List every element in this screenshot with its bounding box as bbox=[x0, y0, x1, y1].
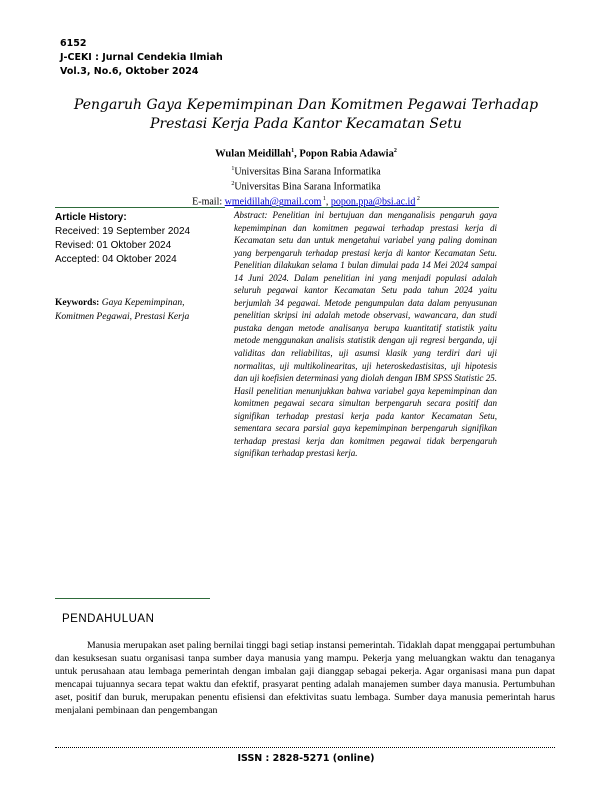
journal-header bbox=[60, 37, 223, 79]
keywords-label: Keywords: bbox=[55, 298, 100, 308]
section-heading: PENDAHULUAN bbox=[62, 613, 155, 625]
received-date: Received: 19 September 2024 bbox=[55, 226, 191, 237]
title-line-1: Pengaruh Gaya Kepemimpinan Dan Komitmen Pegawai Terhadap bbox=[73, 97, 539, 113]
affiliation-1-sup: 1 bbox=[231, 165, 235, 172]
article-info bbox=[55, 211, 225, 324]
divider-bottom-left bbox=[55, 598, 210, 599]
journal-name: J-CEKI : Jurnal Cendekia Ilmiah bbox=[60, 52, 223, 63]
author-names bbox=[40, 145, 572, 161]
affiliation-2-sup: 2 bbox=[231, 180, 235, 187]
author-1-sup: 1 bbox=[291, 148, 295, 154]
affiliation-2 bbox=[40, 178, 572, 193]
email-label: E-mail: bbox=[192, 196, 225, 208]
article-history-heading: Article History: bbox=[55, 212, 127, 223]
author-separator: , bbox=[294, 148, 300, 160]
divider-top-left bbox=[55, 207, 225, 208]
affiliation-2-text: Universitas Bina Sarana Informatika bbox=[234, 181, 381, 193]
email-separator: , bbox=[325, 196, 331, 208]
affiliation-1-text: Universitas Bina Sarana Informatika bbox=[234, 165, 381, 177]
revised-date: Revised: 01 Oktober 2024 bbox=[55, 240, 172, 251]
keywords-text: Gaya Kepemimpinan, Komitmen Pegawai, Prestasi Kerja bbox=[55, 298, 190, 322]
paper-title bbox=[40, 96, 572, 134]
issn-footer: ISSN : 2828-5271 (online) bbox=[237, 753, 375, 764]
author-1: Wulan Meidillah bbox=[215, 148, 292, 160]
abstract: Abstract: Penelitian ini bertujuan dan menganalisis pengaruh gaya kepemimpinan dan komitmen pegawai terhadap prestasi kerja di Kecamatan setu dan untuk mengetahui variabel yang paling dominan yang berpengaruh terhadap prestasi kerja di kantor Kecamatan Setu. Penelitian dilakukan selama 1 bulan dimulai pada 14 Mei 2024 sampai 14 Juni 2024. Dalam penelitian ini yang menjadi populasi adalah seluruh pegawai kantor Kecamatan Setu pada tahun 2024 yaitu berjumlah 34 pegawai. Metode pengumpulan data dalam penyusunan penelitian skripsi ini adalah metode observasi, wawancara, dan studi pustaka dengan metode analisanya berupa kuantitatif statistik yaitu metode menggunakan analisis statistik dengan uji regresi berganda, uji validitas dan reliabilitas, uji asumsi klasik yang terdiri dari uji normalitas, uji multikolinearitas, uji heteroskedastisitas, uji hipotesis dan uji koefisien determinasi yang diolah dengan IBM SPSS Statistic 25. Hasil penelitian menunjukkan bahwa variabel gaya kepemimpinan dan komitmen pegawai secara simultan berpengaruh secara positif dan signifikan terhadap prestasi kerja pada kantor Kecamatan Setu, sementara secara parsial gaya kepemimpinan berpengaruh signifikan terhadap prestasi kerja dan komitmen pegawai tidak berpengaruh signifikan terhadap prestasi kerja. bbox=[234, 210, 497, 459]
title-line-2: Prestasi Kerja Pada Kantor Kecamatan Setu bbox=[150, 116, 462, 132]
author-block bbox=[40, 145, 572, 208]
intro-paragraph: Manusia merupakan aset paling bernilai tinggi bagi setiap instansi pemerintah. Tidaklah dapat menggapai pertumbuhan dan kesuksesan suatu organisasi tanpa sumber daya manusia yang mampu. Pekerja yang meluangkan waktu dan tenaganya untuk perusahaan atau lembaga pemerintah dengan imbalan gaji dianggap sebagai pekerja. Agar organisasi mana pun dapat mencapai tujuannya secara tepat waktu dan efektif, prasyarat penting adalah manajemen sumber daya manusia. Pertumbuhan aset, positif dan buruk, merupakan penentu efisiensi dan efektivitas suatu lembaga. Sumber daya manusia pemerintah harus menjalani pembinaan dan pengembangan bbox=[55, 640, 555, 716]
email-link-2[interactable]: popon.ppa@bsi.ac.id bbox=[330, 196, 416, 208]
author-2: Popon Rabia Adawia bbox=[299, 148, 394, 160]
affiliation-1 bbox=[40, 163, 572, 178]
body-text bbox=[55, 640, 555, 717]
page-number: 6152 bbox=[60, 38, 87, 49]
email-2-sup: 2 bbox=[415, 196, 420, 203]
divider-top-right bbox=[234, 207, 499, 208]
journal-volume: Vol.3, No.6, Oktober 2024 bbox=[60, 66, 199, 77]
email-1-sup: 1 bbox=[321, 196, 326, 203]
keywords bbox=[55, 297, 225, 324]
footer-dotted-rule bbox=[55, 747, 555, 748]
author-2-sup: 2 bbox=[393, 148, 397, 154]
email-link-1[interactable]: wmeidillah@gmail.com bbox=[224, 196, 322, 208]
accepted-date: Accepted: 04 Oktober 2024 bbox=[55, 254, 177, 265]
